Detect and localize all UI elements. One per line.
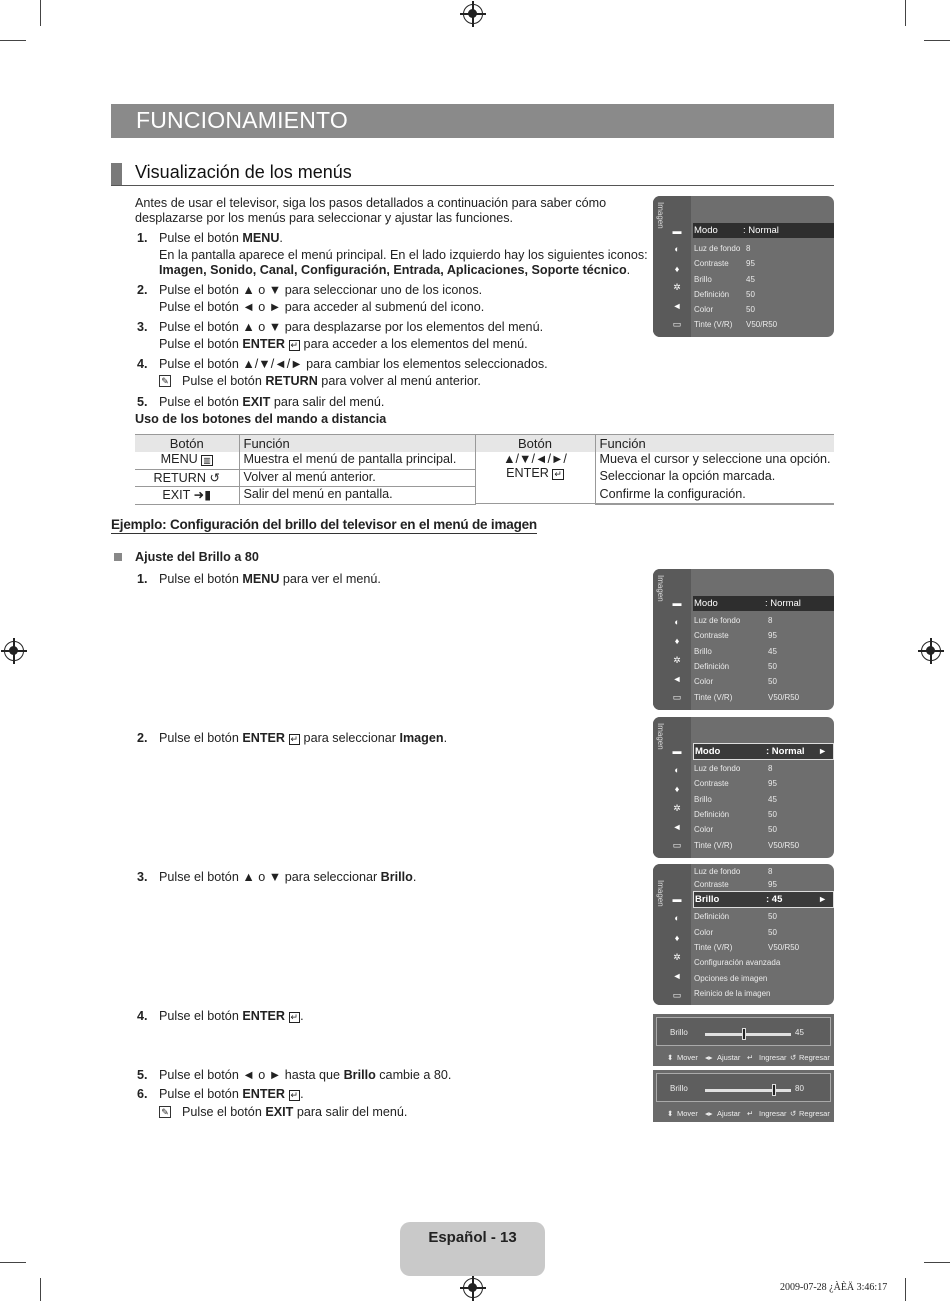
- slider-track: [705, 1033, 791, 1036]
- slider-track: [705, 1089, 791, 1092]
- menu-row: Definición 50: [694, 810, 777, 819]
- setup-icon: ✲: [673, 655, 681, 665]
- registration-mark-icon: [4, 641, 24, 661]
- step-4-text: Pulse el botón ▲/▼/◄/► para cambiar los elementos seleccionados.: [159, 357, 548, 371]
- footer-move: Mover: [677, 1109, 698, 1118]
- menu-row: Configuración avanzada: [694, 958, 781, 967]
- menu-row: Luz de fondo 8: [694, 867, 773, 876]
- sound-icon: ◐: [674, 913, 680, 923]
- channel-icon: ♦: [674, 636, 680, 646]
- menu-category: Imagen: [656, 880, 665, 907]
- menu-row: Contraste 95: [694, 259, 755, 268]
- sound-icon: ◐: [674, 244, 680, 254]
- menu-row: Reinicio de la imagen: [694, 989, 771, 998]
- return-icon: ↺: [790, 1053, 797, 1062]
- updown-icon: ⬍: [667, 1053, 674, 1062]
- tv-menu-screen: [653, 569, 834, 710]
- table-row: [135, 452, 834, 470]
- menu-row: Tinte (V/R) V50/R50: [694, 693, 800, 702]
- registration-mark-icon: [463, 1278, 483, 1298]
- brightness-slider-panel: [653, 1014, 834, 1066]
- table-header-row: [135, 435, 834, 452]
- menu-row: Contraste 95: [694, 631, 777, 640]
- enter-icon: ↵: [747, 1109, 754, 1118]
- input-icon: ◄: [672, 674, 682, 684]
- menu-row: Brillo 45: [694, 275, 755, 284]
- slider-frame: [656, 1017, 831, 1046]
- menu-category: Imagen: [656, 202, 665, 229]
- return-icon: ↺: [790, 1109, 797, 1118]
- arrow-right-icon: ►: [818, 894, 827, 904]
- crop-mark: [905, 1278, 906, 1301]
- registration-mark-icon: [463, 4, 483, 24]
- menu-row-highlighted: Brillo : 45 ►: [693, 891, 834, 908]
- menu-row: Contraste 95: [694, 779, 777, 788]
- leftright-icon: ◂▸: [705, 1109, 713, 1118]
- tv-menu-screen: [653, 196, 834, 337]
- footer-enter: Ingresar: [759, 1109, 787, 1118]
- step-number: 6.: [137, 1087, 148, 1101]
- menu-category: Imagen: [656, 575, 665, 602]
- step-3-line-2: Pulse el botón ENTER ↵ para acceder a los elementos del menú.: [159, 337, 528, 351]
- remote-buttons-table: [135, 434, 834, 505]
- note-icon: ✎: [159, 375, 171, 387]
- button-cell: RETURN ↺: [135, 469, 239, 487]
- button-cell: EXIT ➜▮: [135, 487, 239, 505]
- button-cell: MENU ▥: [135, 452, 239, 470]
- header-button: Botón: [475, 435, 595, 452]
- footer-adjust: Ajustar: [717, 1053, 741, 1062]
- example-step-6-note: Pulse el botón EXIT para salir del menú.: [182, 1105, 408, 1119]
- example-step-2: Pulse el botón ENTER ↵ para seleccionar Imagen.: [159, 731, 448, 745]
- enter-icon: ↵: [290, 1090, 299, 1100]
- menu-row-selected: Modo : Normal: [693, 596, 834, 611]
- function-cell: Mueva el cursor y seleccione una opción.: [595, 452, 834, 470]
- step-1-line-3: Imagen, Sonido, Canal, Configuración, Entrada, Aplicaciones, Soporte técnico.: [159, 263, 631, 277]
- menu-row: Opciones de imagen: [694, 974, 768, 983]
- section-heading: [111, 160, 834, 186]
- channel-icon: ♦: [674, 264, 680, 274]
- menu-row: Tinte (V/R) V50/R50: [694, 841, 800, 850]
- picture-icon: ▬: [672, 598, 682, 608]
- footer-adjust: Ajustar: [717, 1109, 741, 1118]
- menu-row: Tinte (V/R) V50/R50: [694, 943, 800, 952]
- channel-icon: ♦: [674, 933, 680, 943]
- support-icon: ▭: [672, 990, 682, 1000]
- brightness-slider-panel: [653, 1070, 834, 1122]
- setup-icon: ✲: [673, 803, 681, 813]
- support-icon: ▭: [672, 319, 682, 329]
- slider-value: 80: [795, 1084, 804, 1093]
- input-icon: ◄: [672, 301, 682, 311]
- remote-heading: Uso de los botones del mando a distancia: [135, 412, 387, 426]
- channel-icon: ♦: [674, 784, 680, 794]
- example-step-1: Pulse el botón MENU para ver el menú.: [159, 572, 381, 586]
- intro-line-2: desplazarse por los menús para seleccionar y ajustar las funciones.: [135, 211, 514, 225]
- arrow-right-icon: ►: [818, 746, 827, 756]
- leftright-icon: ◂▸: [705, 1053, 713, 1062]
- menu-row: Brillo 45: [694, 647, 777, 656]
- step-number: 4.: [137, 357, 148, 371]
- enter-icon: ↵: [290, 734, 299, 744]
- menu-icon: ▥: [203, 455, 211, 465]
- header-function: Función: [595, 435, 834, 452]
- slider-value: 45: [795, 1028, 804, 1037]
- slider-frame: [656, 1073, 831, 1102]
- step-2-line-2: Pulse el botón ◄ o ► para acceder al submenú del icono.: [159, 300, 485, 314]
- step-number: 3.: [137, 870, 148, 884]
- footer-back: Regresar: [799, 1053, 830, 1062]
- exit-icon: ➜▮: [193, 488, 212, 502]
- example-step-3: Pulse el botón ▲ o ▼ para seleccionar Brillo.: [159, 870, 417, 884]
- menu-category: Imagen: [656, 723, 665, 750]
- slider-label: Brillo: [670, 1084, 688, 1093]
- footer-enter: Ingresar: [759, 1053, 787, 1062]
- step-4-note: Pulse el botón RETURN para volver al menú anterior.: [182, 374, 481, 388]
- step-3-text: Pulse el botón ▲ o ▼ para desplazarse por los elementos del menú.: [159, 320, 544, 334]
- crop-mark: [924, 1262, 950, 1263]
- menu-row: Definición 50: [694, 662, 777, 671]
- function-cell: Volver al menú anterior.: [239, 469, 475, 487]
- step-number: 2.: [137, 283, 148, 297]
- example-step-4: Pulse el botón ENTER ↵ .: [159, 1009, 304, 1023]
- menu-row: Definición 50: [694, 912, 777, 921]
- enter-icon: ↵: [554, 468, 562, 479]
- enter-icon: ↵: [747, 1053, 754, 1062]
- footer-back: Regresar: [799, 1109, 830, 1118]
- page-number: Español - 13: [428, 1229, 517, 1246]
- footer-move: Mover: [677, 1053, 698, 1062]
- picture-icon: ▬: [672, 746, 682, 756]
- menu-row: Luz de fondo 8: [694, 764, 773, 773]
- enter-icon: ↵: [290, 1012, 299, 1022]
- slider-footer: [653, 1107, 834, 1121]
- step-number: 3.: [137, 320, 148, 334]
- menu-row: Color 50: [694, 928, 777, 937]
- intro-line-1: Antes de usar el televisor, siga los pasos detallados a continuación para saber cómo: [135, 196, 607, 210]
- slider-label: Brillo: [670, 1028, 688, 1037]
- menu-row: Contraste 95: [694, 880, 777, 889]
- sound-icon: ◐: [674, 765, 680, 775]
- crop-mark: [0, 1262, 26, 1263]
- function-cell: Muestra el menú de pantalla principal.: [239, 452, 475, 470]
- step-2-text: Pulse el botón ▲ o ▼ para seleccionar uno de los iconos.: [159, 283, 483, 297]
- print-timestamp: 2009-07-28 ¿ÀÈÄ 3:46:17: [780, 1282, 888, 1293]
- bullet-square: [114, 553, 122, 561]
- picture-icon: ▬: [672, 894, 682, 904]
- example-step-6: Pulse el botón ENTER ↵ .: [159, 1087, 304, 1101]
- setup-icon: ✲: [673, 952, 681, 962]
- example-subheading: Ajuste del Brillo a 80: [135, 550, 259, 564]
- step-number: 1.: [137, 572, 148, 586]
- enter-icon: ↵: [290, 340, 299, 350]
- chapter-title: FUNCIONAMIENTO: [136, 107, 348, 133]
- menu-row-highlighted: Modo : Normal ►: [693, 743, 834, 760]
- support-icon: ▭: [672, 692, 682, 702]
- function-cell: Salir del menú en pantalla.: [239, 487, 475, 505]
- step-1-text: Pulse el botón MENU.: [159, 231, 283, 245]
- button-cell: ▲/▼/◄/►/ ENTER ↵: [475, 452, 595, 505]
- step-number: 4.: [137, 1009, 148, 1023]
- step-number: 2.: [137, 731, 148, 745]
- crop-mark: [40, 0, 41, 26]
- note-icon: ✎: [159, 1106, 171, 1118]
- registration-mark-icon: [921, 641, 941, 661]
- step-number: 1.: [137, 231, 148, 245]
- crop-mark: [40, 1278, 41, 1301]
- return-icon: ↺: [209, 470, 221, 485]
- slider-knob: [772, 1084, 776, 1096]
- menu-row: Color 50: [694, 305, 755, 314]
- section-marker: [111, 163, 122, 185]
- input-icon: ◄: [672, 822, 682, 832]
- table-rule: [475, 503, 834, 504]
- crop-mark: [924, 40, 950, 41]
- function-cell: Seleccionar la opción marcada.: [595, 469, 834, 487]
- menu-row: Color 50: [694, 677, 777, 686]
- slider-knob: [742, 1028, 746, 1040]
- example-heading: Ejemplo: Configuración del brillo del televisor en el menú de imagen: [111, 517, 537, 532]
- step-number: 5.: [137, 1068, 148, 1082]
- menu-row: Brillo 45: [694, 795, 777, 804]
- menu-row: Color 50: [694, 825, 777, 834]
- example-step-5: Pulse el botón ◄ o ► hasta que Brillo cambie a 80.: [159, 1068, 452, 1082]
- tv-menu-screen: [653, 717, 834, 858]
- menu-row: Definición 50: [694, 290, 755, 299]
- updown-icon: ⬍: [667, 1109, 674, 1118]
- picture-icon: ▬: [672, 226, 682, 236]
- step-5-text: Pulse el botón EXIT para salir del menú.: [159, 395, 385, 409]
- support-icon: ▭: [672, 840, 682, 850]
- step-number: 5.: [137, 395, 148, 409]
- menu-row: Luz de fondo 8: [694, 616, 773, 625]
- sound-icon: ◐: [674, 617, 680, 627]
- menu-row: Tinte (V/R) V50/R50: [694, 320, 778, 329]
- crop-mark: [905, 0, 906, 26]
- function-cell: Confirme la configuración.: [595, 487, 834, 505]
- crop-mark: [0, 40, 26, 41]
- setup-icon: ✲: [673, 282, 681, 292]
- tv-menu-screen: [653, 864, 834, 1005]
- input-icon: ◄: [672, 971, 682, 981]
- section-title: Visualización de los menús: [135, 162, 352, 182]
- menu-row: Luz de fondo 8: [694, 244, 751, 253]
- slider-footer: [653, 1051, 834, 1065]
- page-number-tab: [400, 1222, 545, 1276]
- chapter-title-bar: [111, 104, 834, 138]
- step-1-line-2: En la pantalla aparece el menú principal. En el lado izquierdo hay los siguientes iconos:: [159, 248, 648, 262]
- menu-row-selected: Modo : Normal: [693, 223, 834, 238]
- header-function: Función: [239, 435, 475, 452]
- header-button: Botón: [135, 435, 239, 452]
